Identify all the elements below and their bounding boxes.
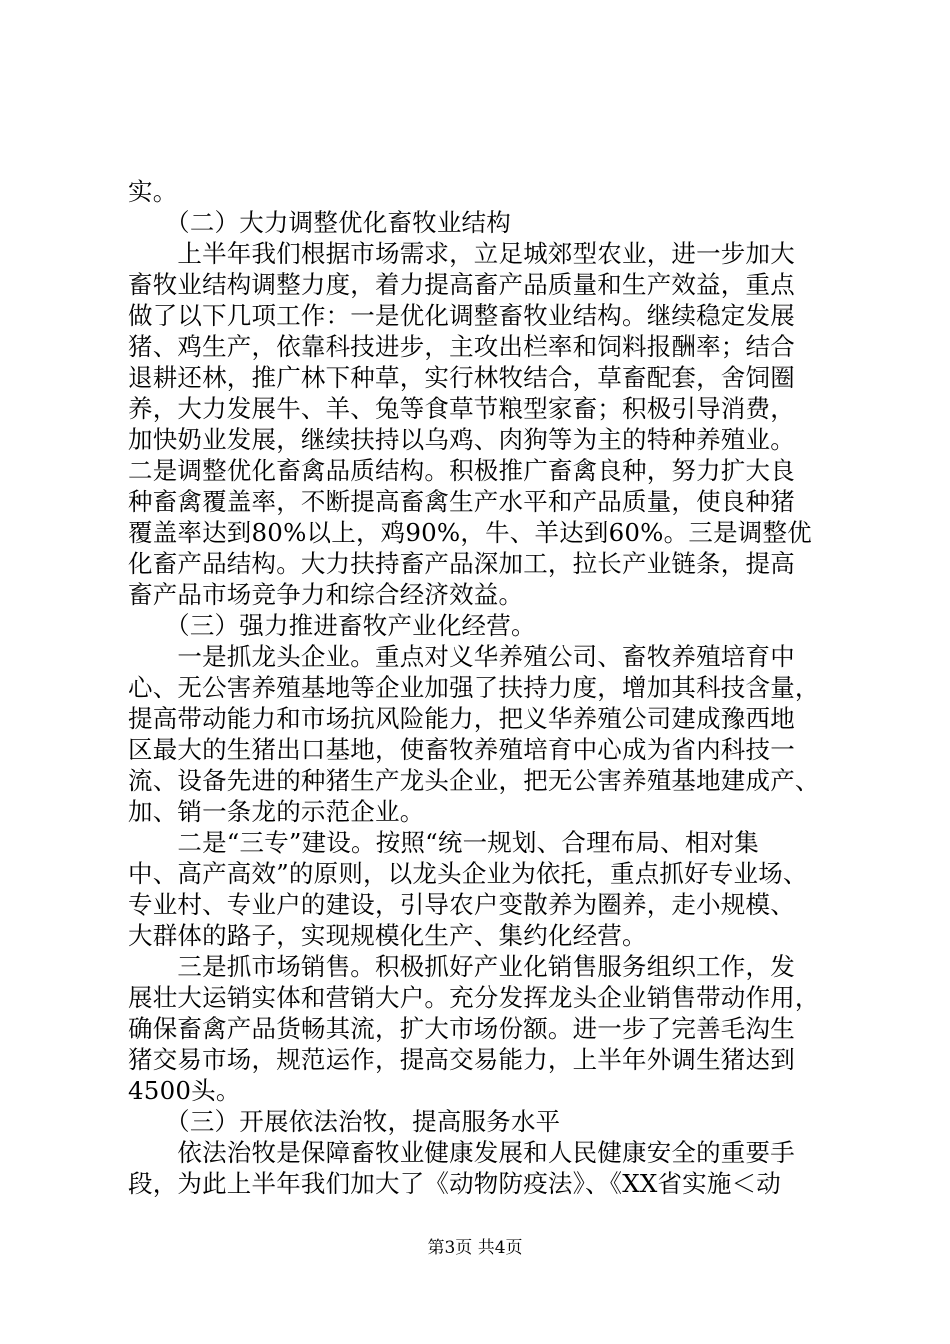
text-line: 提高带动能力和市场抗风险能力，把义华养殖公司建成豫西地: [128, 704, 795, 733]
text-line: 二是“三专”建设。按照“统一规划、合理布局、相对集: [128, 828, 759, 857]
text-line: 确保畜禽产品货畅其流，扩大市场份额。进一步了完善毛沟生: [128, 1014, 795, 1043]
text-line: 中、高产高效”的原则，以龙头企业为依托，重点抓好专业场、: [128, 859, 808, 888]
text-line: 心、无公害养殖基地等企业加强了扶持力度，增加其科技含量，: [128, 673, 820, 702]
text-line: 展壮大运销实体和营销大户。充分发挥龙头企业销售带动作用，: [128, 983, 820, 1012]
section-heading: （三）开展依法治牧，提高服务水平: [128, 1107, 561, 1136]
text-line: 区最大的生猪出口基地，使畜牧养殖培育中心成为省内科技一: [128, 735, 795, 764]
text-line: 实。: [128, 177, 178, 206]
text-line: 养，大力发展牛、羊、兔等食草节粮型家畜；积极引导消费，: [128, 394, 795, 423]
text-line: 依法治牧是保障畜牧业健康发展和人民健康安全的重要手: [128, 1138, 795, 1167]
text-line: 猪交易市场，规范运作，提高交易能力，上半年外调生猪达到: [128, 1045, 795, 1074]
text-line: 畜牧业结构调整力度，着力提高畜产品质量和生产效益，重点: [128, 270, 795, 299]
text-line: 三是抓市场销售。积极抓好产业化销售服务组织工作，发: [128, 952, 795, 981]
section-heading: （三）强力推进畜牧产业化经营。: [128, 611, 536, 640]
text-line: 种畜禽覆盖率，不断提高畜禽生产水平和产品质量，使良种猪: [128, 487, 795, 516]
text-line: 加快奶业发展，继续扶持以乌鸡、肉狗等为主的特种养殖业。: [128, 425, 795, 454]
text-line: 覆盖率达到80%以上，鸡90%，牛、羊达到60%。三是调整优: [128, 518, 812, 547]
text-line: 退耕还林，推广林下种草，实行林牧结合，草畜配套，舍饲圈: [128, 363, 795, 392]
text-line: 大群体的路子，实现规模化生产、集约化经营。: [128, 921, 647, 950]
text-line: 一是抓龙头企业。重点对义华养殖公司、畜牧养殖培育中: [128, 642, 795, 671]
text-line: 二是调整优化畜禽品质结构。积极推广畜禽良种，努力扩大良: [128, 456, 795, 485]
text-line: 段，为此上半年我们加大了《动物防疫法》、《XX省实施＜动: [128, 1169, 781, 1198]
text-line: 加、销一条龙的示范企业。: [128, 797, 425, 826]
text-line: 猪、鸡生产，依靠科技进步，主攻出栏率和饲料报酬率；结合: [128, 332, 795, 361]
text-line: 化畜产品结构。大力扶持畜产品深加工，拉长产业链条，提高: [128, 549, 795, 578]
text-line: 流、设备先进的种猪生产龙头企业，把无公害养殖基地建成产、: [128, 766, 820, 795]
text-line: 专业村、专业户的建设，引导农户变散养为圈养，走小规模、: [128, 890, 795, 919]
text-line: 畜产品市场竞争力和综合经济效益。: [128, 580, 524, 609]
text-line: 4500头。: [128, 1076, 241, 1105]
text-line: 做了以下几项工作：一是优化调整畜牧业结构。继续稳定发展: [128, 301, 795, 330]
text-line: 上半年我们根据市场需求，立足城郊型农业，进一步加大: [128, 239, 795, 268]
section-heading: （二）大力调整优化畜牧业结构: [128, 208, 511, 237]
document-body: [128, 176, 828, 1199]
page-footer: 第3页 共4页: [427, 1238, 523, 1258]
